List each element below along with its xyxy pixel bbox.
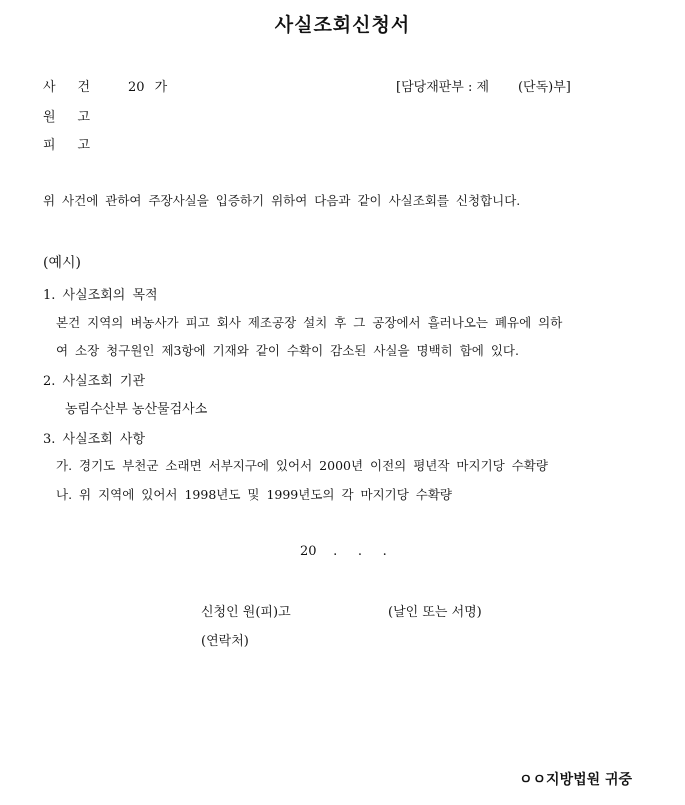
items-heading: 3. 사실조회 사항 xyxy=(43,432,146,447)
purpose-heading: 1. 사실조회의 목적 xyxy=(43,288,158,303)
date-line: 20 . . . xyxy=(300,544,387,559)
item-a: 가. 경기도 부천군 소래면 서부지구에 있어서 2000년 이전의 평년작 마지기당 수확량 xyxy=(56,458,548,473)
intro-text: 위 사건에 관하여 주장사실을 입증하기 위하여 다음과 같이 사실조회를 신청합니다. xyxy=(43,193,521,208)
item-b: 나. 위 지역에 있어서 1998년도 및 1999년도의 각 마지기당 수확량 xyxy=(56,487,453,502)
agency-body: 농림수산부 농산물검사소 xyxy=(65,402,208,417)
plaintiff-label: 원고 xyxy=(43,110,113,125)
defendant-label: 피고 xyxy=(43,138,113,153)
court-name: ㅇㅇ지방법원 귀중 xyxy=(519,772,633,788)
document-title: 사실조회신청서 xyxy=(274,14,411,36)
example-label: (예시) xyxy=(43,255,81,271)
division-info: [담당재판부 : 제 (단독)부] xyxy=(396,80,571,95)
seal-note: (날인 또는 서명) xyxy=(388,605,482,620)
applicant-label: 신청인 원(피)고 xyxy=(201,605,291,620)
purpose-line-2: 여 소장 청구원인 제3항에 기재와 같이 수확이 감소된 사실을 명백히 함에 있다. xyxy=(56,343,519,358)
purpose-line-1: 본건 지역의 벼농사가 피고 회사 제조공장 설치 후 그 공장에서 흘러나오는 폐유에 의하 xyxy=(56,315,563,330)
agency-heading: 2. 사실조회 기관 xyxy=(43,374,146,389)
contact-label: (연락처) xyxy=(201,634,249,649)
case-label: 사건 xyxy=(43,80,113,95)
case-number: 20 가 xyxy=(128,80,168,95)
